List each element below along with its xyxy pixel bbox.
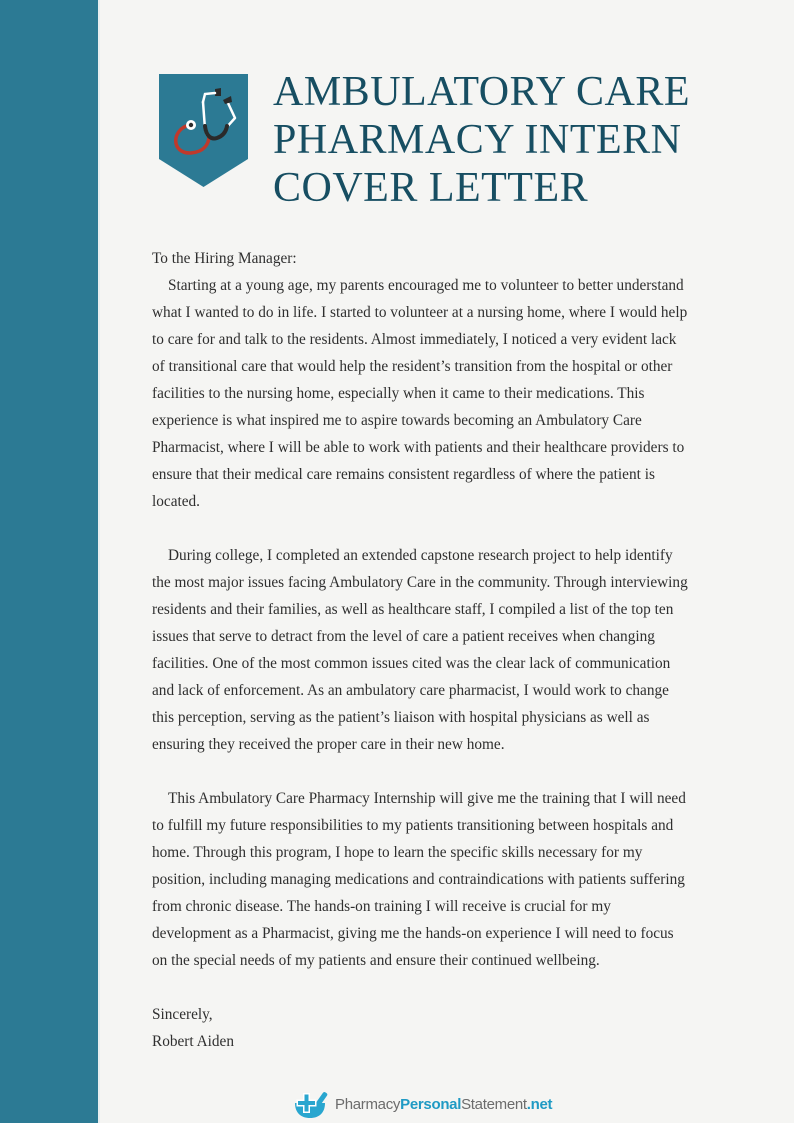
paragraph-3 — [152, 785, 742, 974]
logo-part-3: Statement — [461, 1095, 527, 1113]
title-line-1: AMBULATORY CARE — [273, 69, 691, 115]
paragraph-line: the most major issues facing Ambulatory Care in the community. Through interviewing — [152, 574, 688, 591]
paragraph-line: located. — [152, 493, 200, 510]
mortar-pestle-cross-icon — [293, 1089, 331, 1119]
sidebar-band — [0, 0, 98, 1123]
paragraph-line: development as a Pharmacist, giving me the hands-on experience I will need to focus — [152, 925, 674, 942]
paragraph-line: and lack of enforcement. As an ambulatory care pharmacist, I would work to change — [152, 682, 669, 699]
title-line-3: COVER LETTER — [273, 165, 589, 211]
logo-part-1: Pharmacy — [335, 1095, 401, 1113]
paragraph-line: facilities to the nursing home, especially when it came to their medications. This — [152, 385, 645, 402]
signature: Robert Aiden — [152, 1033, 234, 1050]
paragraph-1 — [152, 272, 742, 515]
paragraph-line: Pharmacist, where I will be able to work with patients and their healthcare providers to — [152, 439, 685, 456]
paragraph-line: on the special needs of my patients and ensure their continued wellbeing. — [152, 952, 600, 969]
paragraph-line: ensure that their medical care remains consistent regardless of where the patient is — [152, 466, 655, 483]
paragraph-gap — [152, 974, 742, 1001]
paragraph-line: to fulfill my future responsibilities to my patients transitioning between hospitals and — [152, 817, 674, 834]
paragraph-line: position, including managing medications and contraindications with patients suffering — [152, 871, 685, 888]
paragraph-line: This Ambulatory Care Pharmacy Internship will give me the training that I will need — [168, 790, 686, 807]
salutation: To the Hiring Manager: — [152, 250, 297, 267]
paragraph-line: home. Through this program, I hope to learn the specific skills necessary for my — [152, 844, 643, 861]
paragraph-line: residents and their families, as well as healthcare staff, I compiled a list of the top ten — [152, 601, 674, 618]
page-title — [273, 68, 690, 212]
paragraph-line: from chronic disease. The hands-on training I will receive is crucial for my — [152, 898, 611, 915]
logo-wordmark — [335, 1096, 552, 1113]
paragraph-line: facilities. One of the most common issues cited was the clear lack of communication — [152, 655, 671, 672]
paragraph-gap — [152, 758, 742, 785]
paragraph-line: Starting at a young age, my parents encouraged me to volunteer to better understand — [168, 277, 684, 294]
closing: Sincerely, — [152, 1006, 213, 1023]
logo-part-4: .net — [526, 1095, 553, 1113]
title-line-2: PHARMACY INTERN — [273, 117, 682, 163]
paragraph-line: to care for and talk to the residents. Almost immediately, I noticed a very evident lack — [152, 331, 677, 348]
stethoscope-icon — [159, 74, 248, 187]
paragraph-line: ensuring they received the proper care in their new home. — [152, 736, 505, 753]
paragraph-line: During college, I completed an extended capstone research project to help identify — [168, 547, 673, 564]
paragraph-2 — [152, 542, 742, 758]
letter-body — [152, 245, 742, 1055]
paragraph-line: of transitional care that would help the resident’s transition from the hospital or other — [152, 358, 673, 375]
paragraph-line: what I wanted to do in life. I started to volunteer at a nursing home, where I would help — [152, 304, 688, 321]
footer-logo — [293, 1088, 552, 1120]
paragraph-line: issues that serve to detract from the level of care a patient receives when changing — [152, 628, 655, 645]
logo-part-2: Personal — [400, 1095, 462, 1113]
paragraph-line: experience is what inspired me to aspire towards becoming an Ambulatory Care — [152, 412, 642, 429]
sidebar-edge — [98, 0, 100, 1123]
paragraph-gap — [152, 515, 742, 542]
paragraph-line: this perception, serving as the patient’s liaison with hospital physicians as well as — [152, 709, 650, 726]
